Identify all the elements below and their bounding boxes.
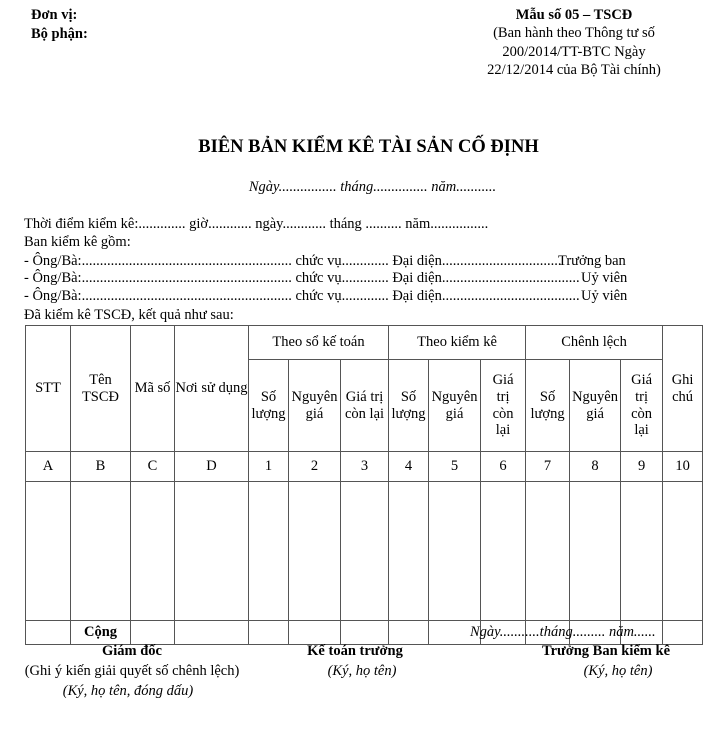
index-cell: B <box>71 452 131 482</box>
form-number: Mẫu số 05 – TSCĐ <box>515 7 633 23</box>
index-cell: C <box>131 452 175 482</box>
total-cell <box>175 621 249 645</box>
index-cell: 7 <box>526 452 570 482</box>
header-diff-qty: Số lượng <box>526 360 570 452</box>
table-body-row <box>26 482 703 621</box>
unit-label: Đơn vị: <box>31 7 78 23</box>
member-3-text: - Ông/Bà:.......................................................... chức vụ............. Đại diện...................................... <box>24 288 580 304</box>
member-1-role: Trưởng ban <box>558 253 626 269</box>
header-books-qty: Số lượng <box>249 360 289 452</box>
director-title: Giám đốc <box>101 643 162 659</box>
header-note: Ghi chú <box>663 326 703 452</box>
member-line-3 <box>24 288 580 305</box>
total-label: Cộng <box>71 621 131 645</box>
index-cell: 9 <box>621 452 663 482</box>
director-sign-hint: (Ký, họ tên, đóng dấu) <box>62 683 194 699</box>
header-diff-price: Nguyên giá <box>570 360 621 452</box>
member-3-role: Uỷ viên <box>581 288 628 304</box>
body-cell <box>131 482 175 621</box>
index-cell: A <box>26 452 71 482</box>
body-cell <box>341 482 389 621</box>
member-line-2 <box>24 270 580 287</box>
header-diff-remain: Giá trị còn lại <box>621 360 663 452</box>
committee-label: Ban kiểm kê gồm: <box>24 234 131 250</box>
total-cell <box>341 621 389 645</box>
body-cell <box>570 482 621 621</box>
index-cell: 5 <box>429 452 481 482</box>
index-cell: 4 <box>389 452 429 482</box>
accountant-title: Kế toán trưởng <box>307 643 403 659</box>
department-label: Bộ phận: <box>31 26 88 42</box>
member-2-role: Uỷ viên <box>581 270 628 286</box>
total-cell <box>289 621 341 645</box>
total-cell <box>249 621 289 645</box>
total-cell <box>389 621 429 645</box>
header-count-qty: Số lượng <box>389 360 429 452</box>
total-cell <box>26 621 71 645</box>
body-cell <box>429 482 481 621</box>
body-cell <box>621 482 663 621</box>
body-cell <box>175 482 249 621</box>
director-note: (Ghi ý kiến giải quyết số chênh lệch) <box>24 663 240 679</box>
index-cell: 8 <box>570 452 621 482</box>
committee-head-title: Trưởng Ban kiểm kê <box>541 643 671 659</box>
header-count-remain: Giá trị còn lại <box>481 360 526 452</box>
index-cell: 3 <box>341 452 389 482</box>
table-header-row-1 <box>26 326 703 360</box>
page-title: BIÊN BẢN KIỂM KÊ TÀI SẢN CỐ ĐỊNH <box>198 137 539 157</box>
index-cell: 1 <box>249 452 289 482</box>
index-cell: 6 <box>481 452 526 482</box>
member-line-1 <box>24 253 561 270</box>
header-group-count: Theo kiểm kê <box>389 326 526 360</box>
header-asset-name: Tên TSCĐ <box>71 326 131 452</box>
header-group-diff: Chênh lệch <box>526 326 663 360</box>
header-code: Mã số <box>131 326 175 452</box>
member-2-text: - Ông/Bà:.......................................................... chức vụ............. Đại diện...................................... <box>24 270 580 286</box>
header-books-remain: Giá trị còn lại <box>341 360 389 452</box>
header-count-price: Nguyên giá <box>429 360 481 452</box>
body-cell <box>481 482 526 621</box>
index-cell: D <box>175 452 249 482</box>
date-line: Ngày................ tháng............... năm........... <box>248 179 497 195</box>
body-cell <box>526 482 570 621</box>
header-group-books: Theo sổ kế toán <box>249 326 389 360</box>
issued-line-3: 22/12/2014 của Bộ Tài chính) <box>487 62 661 78</box>
header-place: Nơi sử dụng <box>175 326 249 452</box>
committee-head-sign-hint: (Ký, họ tên) <box>583 663 653 679</box>
total-cell <box>663 621 703 645</box>
sign-date-line: Ngày...........tháng......... năm...... <box>470 624 656 640</box>
body-cell <box>249 482 289 621</box>
total-cell <box>131 621 175 645</box>
header-books-price: Nguyên giá <box>289 360 341 452</box>
member-1-text: - Ông/Bà:.......................................................... chức vụ............. Đại diện................................. <box>24 253 562 269</box>
body-cell <box>663 482 703 621</box>
header-stt: STT <box>26 326 71 452</box>
body-cell <box>26 482 71 621</box>
index-cell: 10 <box>663 452 703 482</box>
result-line: Đã kiểm kê TSCĐ, kết quả như sau: <box>24 307 234 323</box>
body-cell <box>71 482 131 621</box>
body-cell <box>289 482 341 621</box>
body-cell <box>389 482 429 621</box>
inventory-table <box>25 325 703 645</box>
inventory-time-line: Thời điểm kiểm kê:............. giờ............ ngày............ tháng .......... năm................ <box>24 216 489 232</box>
table-index-row <box>26 452 703 482</box>
issued-line-1: (Ban hành theo Thông tư số <box>493 25 655 41</box>
accountant-sign-hint: (Ký, họ tên) <box>327 663 397 679</box>
index-cell: 2 <box>289 452 341 482</box>
issued-line-2: 200/2014/TT-BTC Ngày <box>502 44 646 60</box>
